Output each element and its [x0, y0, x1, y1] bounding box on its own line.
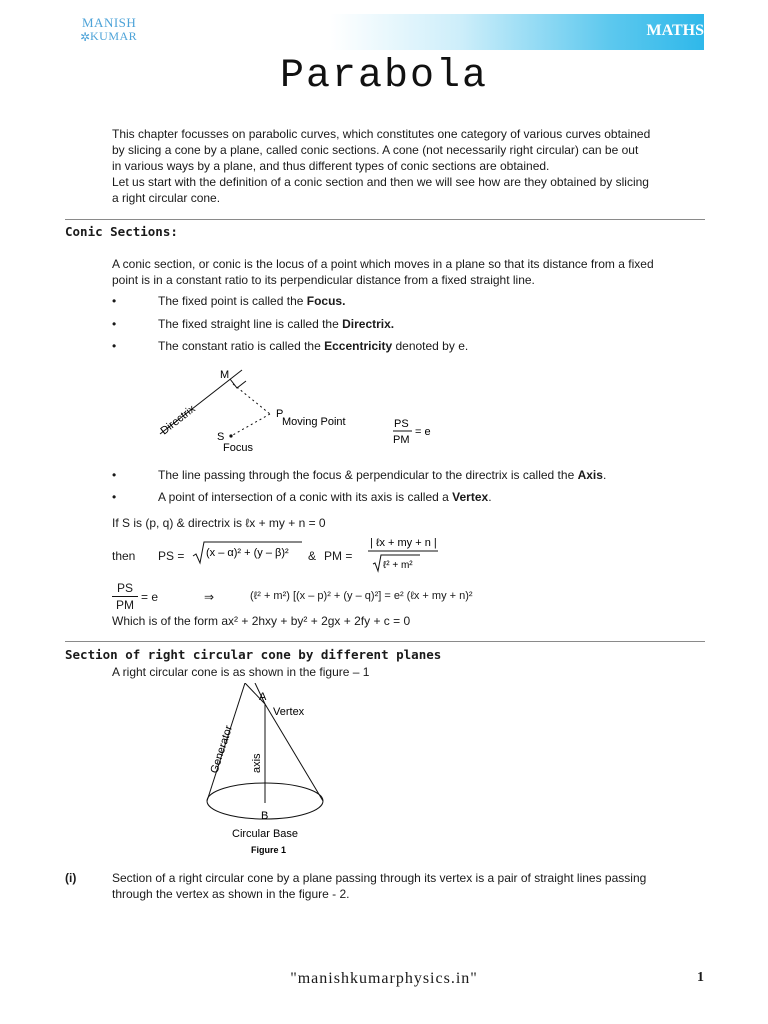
ps-dashed-line: [231, 414, 270, 436]
conic-heading: Conic Sections:: [65, 224, 178, 239]
pm-fraction: [366, 533, 442, 575]
footer-website: "manishkumarphysics.in": [290, 970, 478, 987]
figure-caption: Figure 1: [251, 845, 287, 855]
label-p: P: [276, 408, 284, 420]
item-label: (i): [65, 871, 77, 885]
directrix-figure: [150, 362, 470, 462]
bullet-text: .: [488, 490, 492, 504]
term-vertex: Vertex: [452, 490, 489, 504]
item-line: through the vertex as shown in the figure - 2.: [112, 887, 350, 901]
label-vertex: Vertex: [273, 706, 305, 718]
label-generator: Generator: [208, 724, 236, 775]
logo-text-top: MANISH: [82, 15, 137, 30]
label-focus: Focus: [223, 442, 253, 454]
fraction-denominator: PM: [116, 598, 134, 612]
label-s: S: [217, 431, 225, 443]
page-title: Parabola: [279, 54, 489, 99]
bullet-text: The fixed straight line is called the: [158, 317, 343, 331]
label-directrix: Directrix: [158, 403, 198, 438]
sqrt-ps: [192, 540, 304, 566]
ps-pm-fraction: [112, 581, 138, 612]
subject-label: MATHS: [646, 22, 704, 39]
bullet-text: .: [602, 468, 607, 482]
right-angle-mark: [230, 379, 246, 388]
bullet: •: [112, 317, 117, 331]
frac-denominator: PM: [393, 434, 410, 446]
bullet-axis: [158, 468, 606, 482]
section-cone-heading: Section of right circular cone by different planes: [65, 647, 442, 662]
label-moving-point: Moving Point: [282, 416, 346, 428]
bullet-text: A point of intersection of a conic with its axis is called a: [158, 490, 453, 504]
label-circular-base: Circular Base: [232, 828, 299, 840]
definition-line: A conic section, or conic is the locus of a point which moves in a plane so that its distance from a fixed: [112, 257, 654, 271]
ps-radicand: (x – α)² + (y – β)²: [206, 547, 289, 559]
intro-paragraph: [112, 126, 707, 206]
cone-figure: [195, 683, 355, 858]
if-line: If S is (p, q) & directrix is ℓx + my + n = 0: [112, 516, 326, 530]
intro-line: by slicing a cone by a plane, called conic sections. A cone (not necessarily right circular) can be out: [112, 143, 639, 157]
divider: [65, 219, 705, 220]
intro-line: Let us start with the definition of a conic section and then we will see how are they obtained by slicing: [112, 175, 649, 189]
intro-line: in various ways by a plane, and thus different types of conic sections are obtained.: [112, 159, 550, 173]
term-axis: Axis: [577, 468, 603, 482]
bullet-vertex: [158, 490, 492, 504]
bullet: •: [112, 294, 117, 308]
bullet-directrix: [158, 317, 394, 331]
page-number: 1: [697, 970, 704, 985]
general-form-line: Which is of the form ax² + 2hxy + by² + 2gx + 2fy + c = 0: [112, 614, 411, 628]
ps-equals: PS =: [158, 549, 185, 563]
item-text: [112, 870, 707, 902]
definition-line: point is in a constant ratio to its perpendicular distance from a fixed straight line.: [112, 273, 535, 287]
bullet: •: [112, 490, 117, 504]
pm-dashed-line: [233, 384, 270, 414]
cone-intro: A right circular cone is as shown in the figure – 1: [112, 665, 370, 679]
label-axis: axis: [251, 753, 263, 773]
logo-text-bottom: KUMAR: [90, 29, 138, 43]
fraction-numerator: PS: [116, 581, 133, 595]
pm-denominator: ℓ² + m²: [383, 560, 413, 571]
expanded-equation: (ℓ² + m²) [(x – p)² + (y – q)²] = e² (ℓx + my + n)²: [250, 590, 473, 602]
bullet-focus: [158, 294, 345, 308]
bullet: •: [112, 468, 117, 482]
bullet-text: The constant ratio is called the: [158, 339, 325, 353]
bullet: •: [112, 339, 117, 353]
bullet-eccentricity: [158, 339, 468, 353]
conic-definition: [112, 256, 707, 288]
term-directrix: Directrix.: [342, 317, 395, 331]
cone-right-generator: [265, 704, 323, 801]
bullet-text: The fixed point is called the: [158, 294, 307, 308]
then-label: then: [112, 549, 136, 563]
item-line: Section of a right circular cone by a plane passing through its vertex is a pair of straight lines passing: [112, 871, 647, 885]
intro-line: a right circular cone.: [112, 191, 221, 205]
pm-equals: PM =: [324, 549, 353, 563]
intro-line: This chapter focusses on parabolic curves, which constitutes one category of various curves obtained: [112, 127, 651, 141]
bullet-text: The line passing through the focus & perpendicular to the directrix is called the: [158, 468, 578, 482]
label-a: A: [259, 691, 267, 703]
equals-e: = e: [141, 590, 159, 604]
logo-atom-icon: ✲: [80, 30, 91, 44]
label-m: M: [220, 369, 230, 381]
term-eccentricity: Eccentricity: [324, 339, 393, 353]
ampersand: &: [308, 549, 317, 563]
fraction-bar: [112, 596, 138, 597]
bullet-text: denoted by e.: [392, 339, 469, 353]
label-b: B: [261, 810, 269, 822]
pm-numerator: | ℓx + my + n |: [370, 537, 437, 549]
equals-e: = e: [415, 426, 431, 438]
divider: [65, 641, 705, 642]
focus-point: [229, 434, 232, 437]
implies-icon: ⇒: [204, 590, 215, 604]
term-focus: Focus.: [306, 294, 346, 308]
frac-numerator: PS: [394, 418, 409, 430]
